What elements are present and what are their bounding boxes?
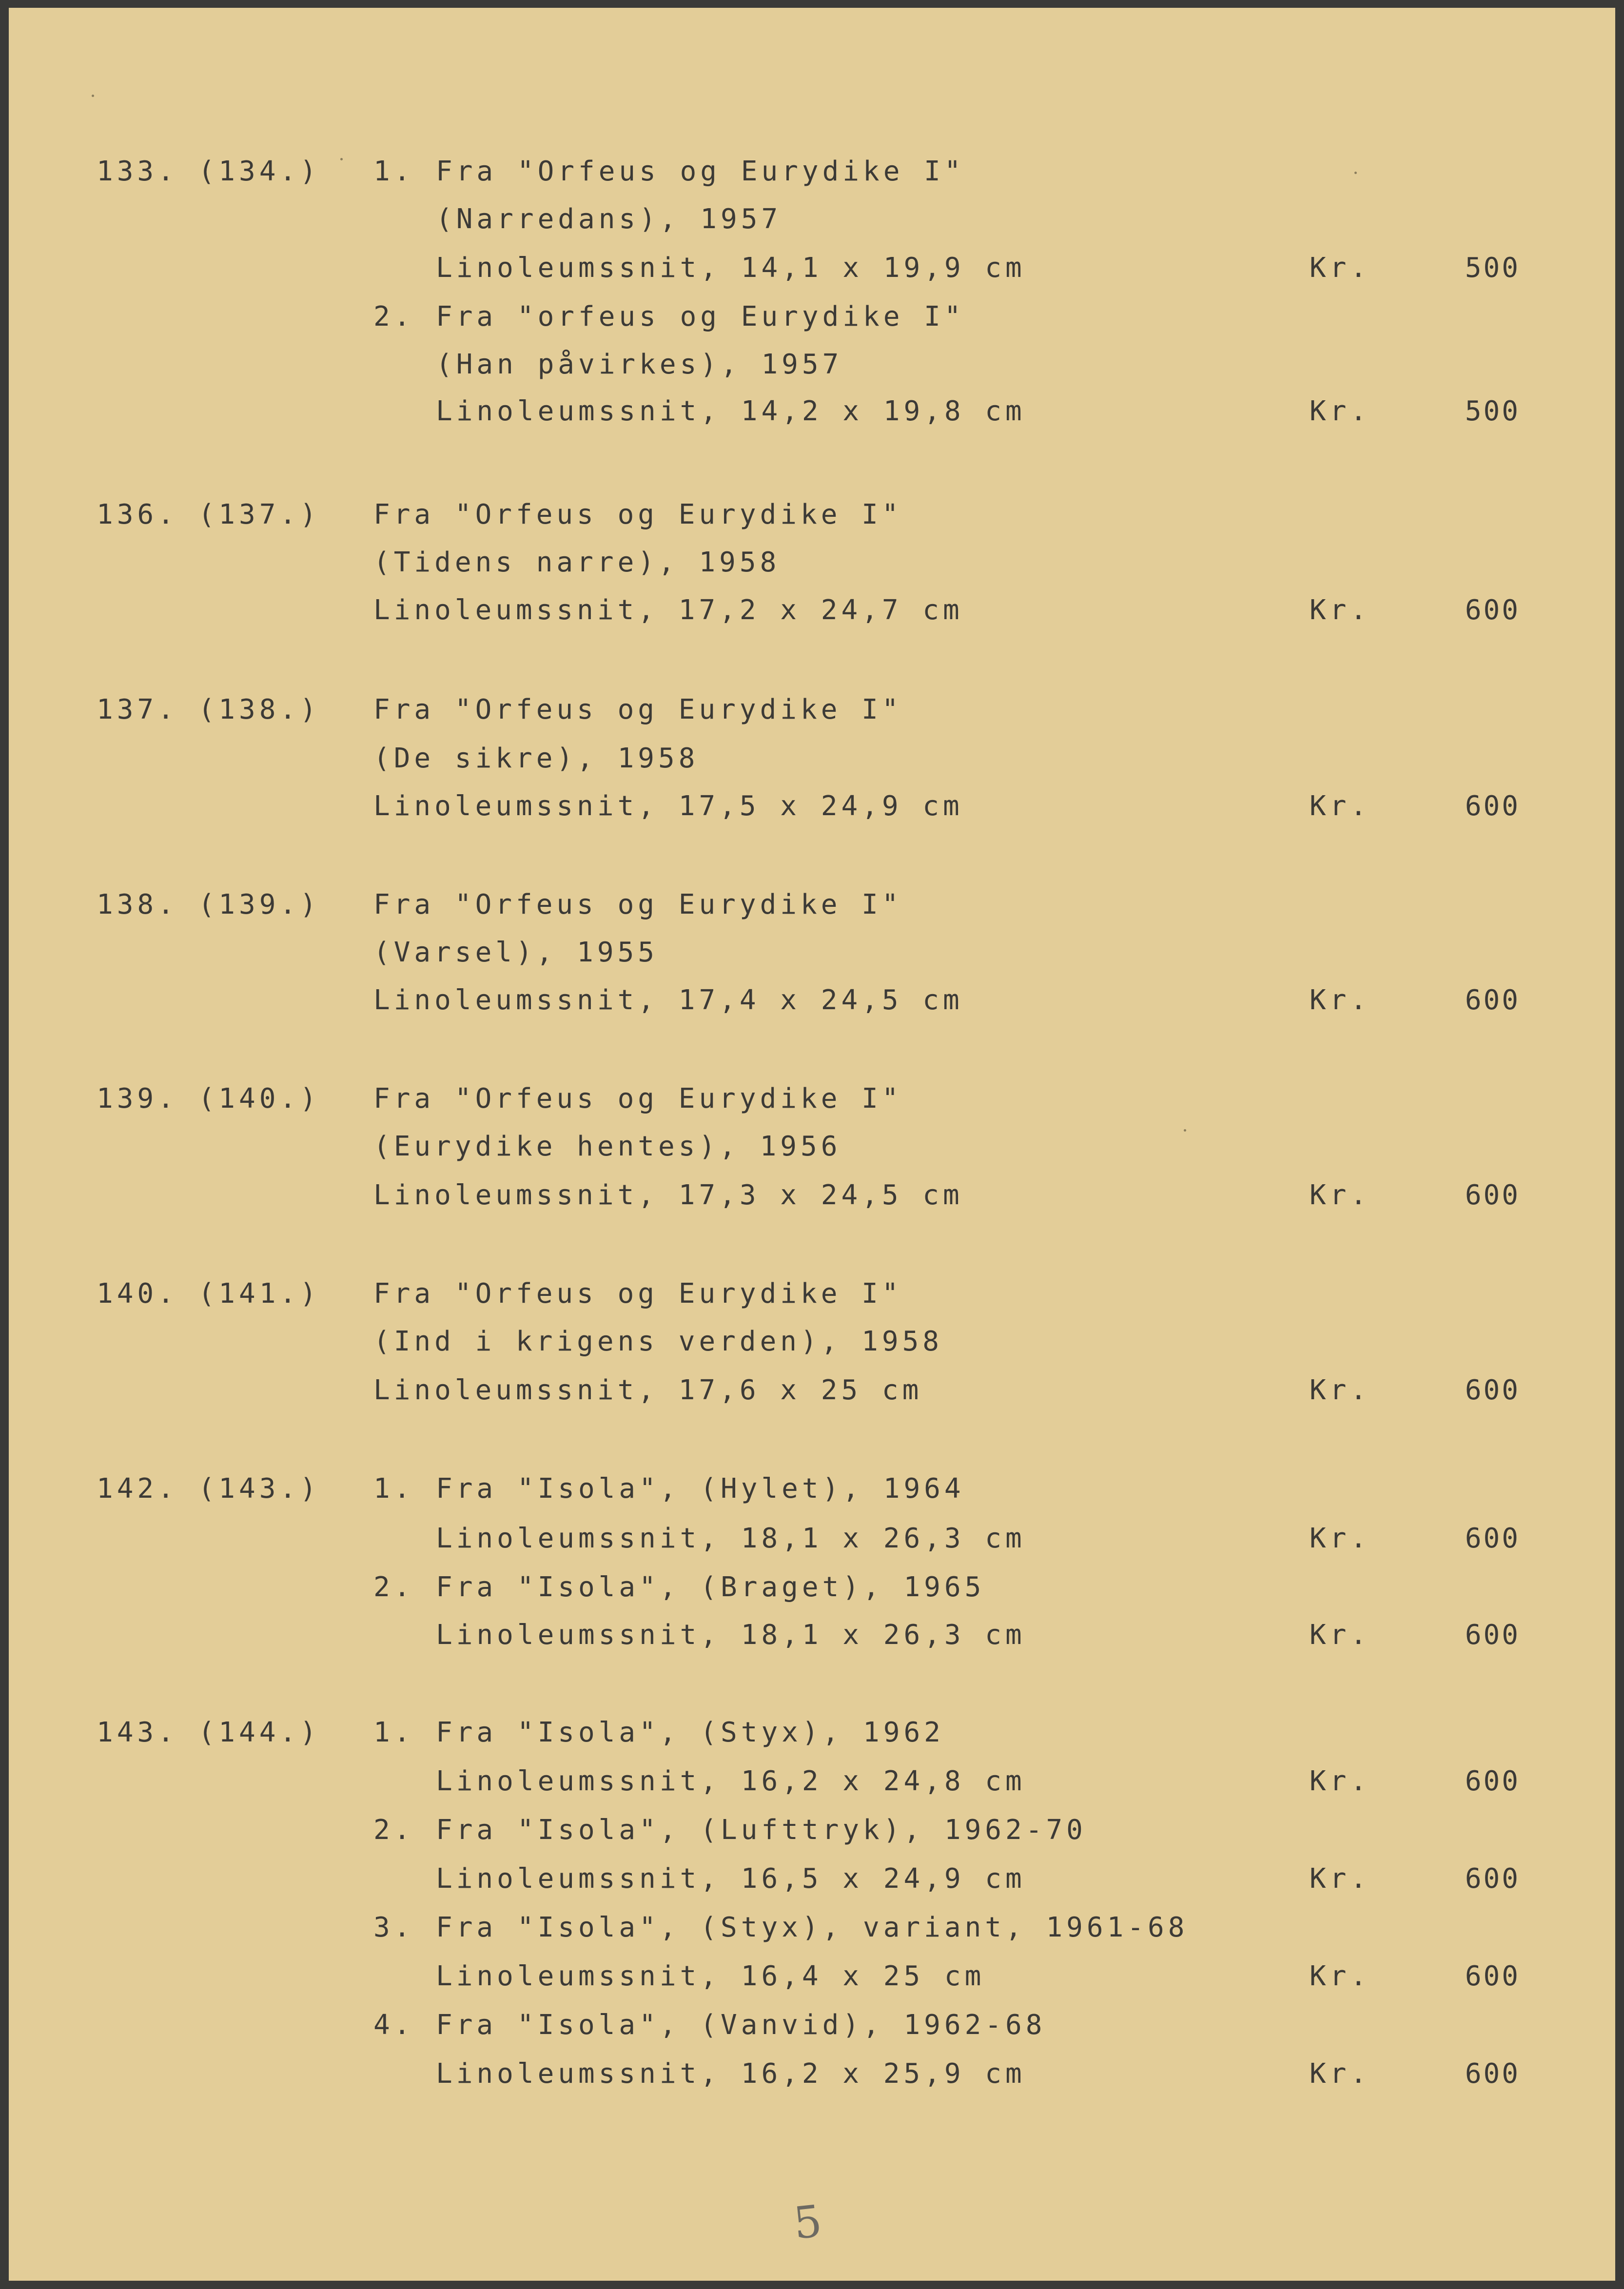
work-medium: Linoleumssnit, 17,5 x 24,9 cm — [373, 790, 963, 822]
catalog-number: 137. (138.) — [97, 694, 320, 725]
currency-label: Kr. — [1310, 1863, 1371, 1895]
price: 600 — [1465, 984, 1520, 1016]
catalog-number: 138. (139.) — [97, 889, 320, 920]
paper-speck — [340, 158, 343, 160]
price: 600 — [1465, 1179, 1520, 1211]
work-medium: Linoleumssnit, 14,2 x 19,8 cm — [436, 395, 1026, 427]
work-index: 2. — [373, 1571, 414, 1603]
catalog-number: 142. (143.) — [97, 1473, 320, 1505]
work-medium: Linoleumssnit, 17,2 x 24,7 cm — [373, 594, 963, 626]
work-medium: Linoleumssnit, 16,2 x 24,8 cm — [436, 1765, 1026, 1797]
work-title: Fra "Isola", (Hylet), 1964 — [436, 1473, 965, 1505]
work-medium: Linoleumssnit, 16,5 x 24,9 cm — [436, 1863, 1026, 1895]
work-medium: Linoleumssnit, 17,4 x 24,5 cm — [373, 984, 963, 1016]
price: 600 — [1465, 594, 1520, 626]
work-index: 2. — [373, 1814, 414, 1846]
price: 600 — [1465, 1374, 1520, 1406]
price: 600 — [1465, 1765, 1520, 1797]
work-subtitle: (Eurydike hentes), 1956 — [373, 1131, 841, 1162]
work-subtitle: (De sikre), 1958 — [373, 743, 699, 774]
work-title: Fra "Isola", (Styx), variant, 1961-68 — [436, 1912, 1189, 1943]
currency-label: Kr. — [1310, 1374, 1371, 1406]
price: 600 — [1465, 1619, 1520, 1651]
work-index: 4. — [373, 2009, 414, 2041]
work-subtitle: (Tidens narre), 1958 — [373, 547, 781, 578]
price: 600 — [1465, 1523, 1520, 1554]
work-title: Fra "Orfeus og Eurydike I" — [373, 1278, 902, 1310]
work-medium: Linoleumssnit, 17,6 x 25 cm — [373, 1374, 923, 1406]
work-medium: Linoleumssnit, 16,4 x 25 cm — [436, 1960, 985, 1992]
work-medium: Linoleumssnit, 14,1 x 19,9 cm — [436, 252, 1026, 284]
catalog-number: 140. (141.) — [97, 1278, 320, 1310]
catalog-number: 133. (134.) — [97, 156, 320, 187]
document-page — [9, 8, 1615, 2281]
work-title: Fra "Orfeus og Eurydike I" — [373, 889, 902, 920]
price: 600 — [1465, 1863, 1520, 1895]
price: 600 — [1465, 2058, 1520, 2090]
work-title: Fra "Orfeus og Eurydike I" — [436, 156, 965, 187]
work-title: Fra "Isola", (Vanvid), 1962-68 — [436, 2009, 1046, 2041]
currency-label: Kr. — [1310, 1619, 1371, 1651]
work-medium: Linoleumssnit, 17,3 x 24,5 cm — [373, 1179, 963, 1211]
work-title: Fra "Isola", (Styx), 1962 — [436, 1717, 944, 1748]
catalog-number: 143. (144.) — [97, 1717, 320, 1748]
currency-label: Kr. — [1310, 790, 1371, 822]
handwritten-page-number: 5 — [791, 2195, 824, 2250]
work-medium: Linoleumssnit, 16,2 x 25,9 cm — [436, 2058, 1026, 2090]
currency-label: Kr. — [1310, 984, 1371, 1016]
work-title: Fra "orfeus og Eurydike I" — [436, 301, 965, 333]
work-subtitle: (Ind i krigens verden), 1958 — [373, 1326, 943, 1357]
catalog-number: 139. (140.) — [97, 1083, 320, 1115]
price: 500 — [1465, 252, 1520, 284]
work-subtitle: (Narredans), 1957 — [436, 203, 782, 235]
price: 600 — [1465, 790, 1520, 822]
work-index: 1. — [373, 1473, 414, 1505]
work-title: Fra "Isola", (Lufttryk), 1962-70 — [436, 1814, 1087, 1846]
price: 600 — [1465, 1960, 1520, 1992]
currency-label: Kr. — [1310, 594, 1371, 626]
work-subtitle: (Han påvirkes), 1957 — [436, 349, 843, 380]
work-index: 2. — [373, 301, 414, 333]
catalog-number: 136. (137.) — [97, 499, 320, 530]
work-title: Fra "Orfeus og Eurydike I" — [373, 499, 902, 530]
currency-label: Kr. — [1310, 252, 1371, 284]
currency-label: Kr. — [1310, 1960, 1371, 1992]
paper-speck — [1354, 172, 1357, 174]
work-medium: Linoleumssnit, 18,1 x 26,3 cm — [436, 1619, 1026, 1651]
work-medium: Linoleumssnit, 18,1 x 26,3 cm — [436, 1523, 1026, 1554]
currency-label: Kr. — [1310, 1765, 1371, 1797]
work-index: 1. — [373, 1717, 414, 1748]
currency-label: Kr. — [1310, 1179, 1371, 1211]
currency-label: Kr. — [1310, 2058, 1371, 2090]
currency-label: Kr. — [1310, 395, 1371, 427]
paper-speck — [92, 95, 94, 97]
work-title: Fra "Orfeus og Eurydike I" — [373, 694, 902, 725]
work-title: Fra "Isola", (Braget), 1965 — [436, 1571, 985, 1603]
paper-speck — [1184, 1129, 1186, 1132]
work-title: Fra "Orfeus og Eurydike I" — [373, 1083, 902, 1115]
work-index: 1. — [373, 156, 414, 187]
currency-label: Kr. — [1310, 1523, 1371, 1554]
work-subtitle: (Varsel), 1955 — [373, 937, 659, 968]
price: 500 — [1465, 395, 1520, 427]
work-index: 3. — [373, 1912, 414, 1943]
